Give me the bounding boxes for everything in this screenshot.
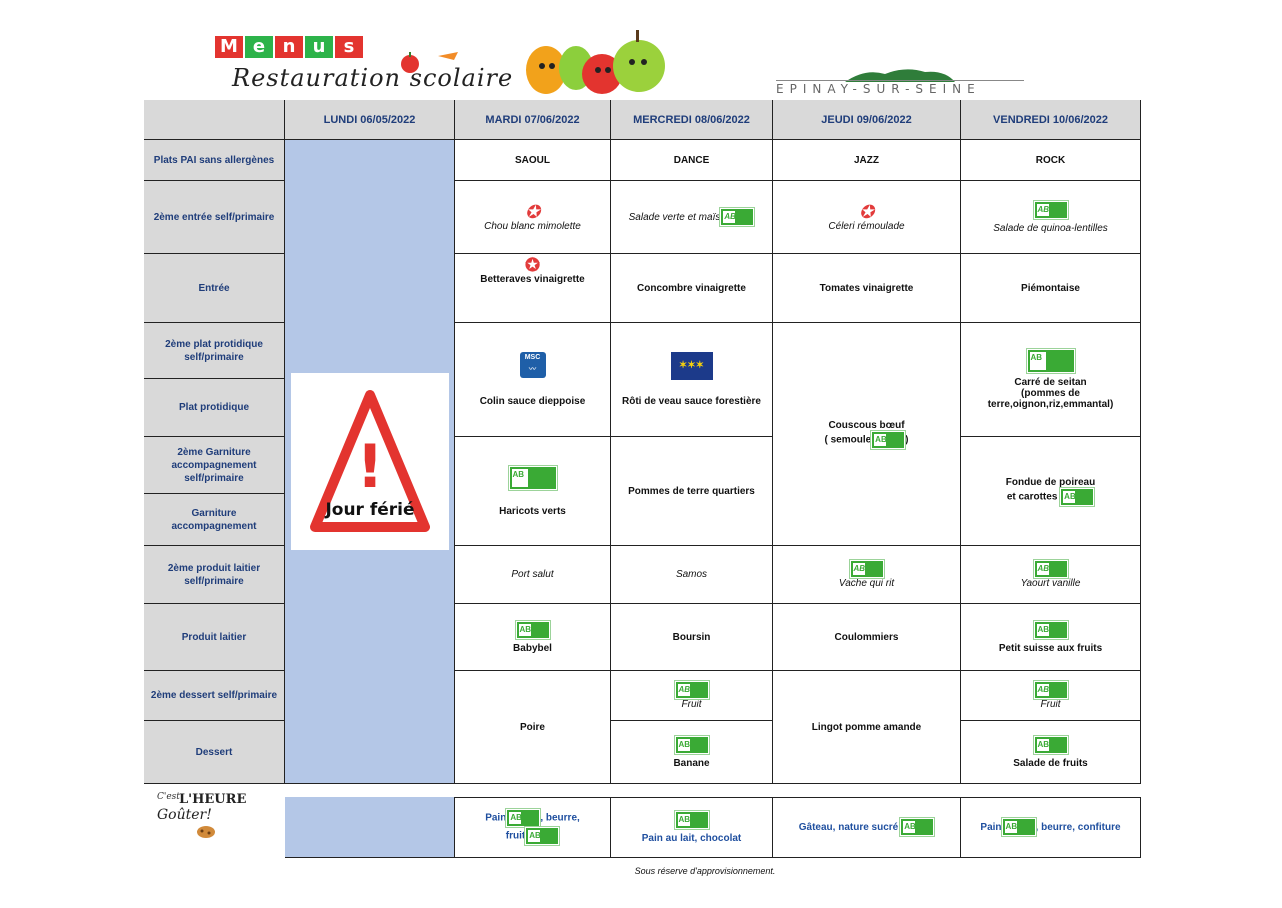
garniture-mercredi: Pommes de terre quartiers bbox=[611, 437, 773, 546]
snack-text: fruit bbox=[505, 830, 526, 842]
entree-vendredi: Piémontaise bbox=[961, 254, 1141, 323]
plat-mercredi bbox=[611, 323, 773, 437]
dish-name: Vache qui rit bbox=[838, 578, 895, 589]
organic-label-icon bbox=[1027, 349, 1075, 373]
dish-name: Couscous bœuf bbox=[828, 419, 905, 431]
row-label: 2ème entrée self/primaire bbox=[144, 181, 285, 254]
dessert2-mercredi bbox=[611, 671, 773, 721]
entree-jeudi: Tomates vinaigrette bbox=[773, 254, 961, 323]
gouter-mardi bbox=[455, 797, 611, 858]
dish-name: Fondue de poireau bbox=[1005, 476, 1096, 488]
dish-name-cont bbox=[1007, 488, 1094, 506]
col-header-jeudi: JEUDI 09/06/2022 bbox=[773, 100, 961, 140]
gouter-jeudi bbox=[773, 797, 961, 858]
logo-letter: s bbox=[335, 36, 363, 58]
gouter-vendredi bbox=[961, 797, 1141, 858]
star-label-icon: ✪ bbox=[524, 255, 541, 275]
pai-vendredi: ROCK bbox=[961, 140, 1141, 181]
entree2-vendredi bbox=[961, 181, 1141, 254]
snack-text: Pain bbox=[980, 821, 1002, 833]
dish-detail: terre,oignon,riz,emmantal) bbox=[987, 399, 1114, 410]
snack-text: , beurre, bbox=[540, 812, 580, 824]
organic-label-icon bbox=[675, 736, 709, 754]
dish-name: Fruit bbox=[681, 699, 702, 710]
col-header-vendredi: VENDREDI 10/06/2022 bbox=[961, 100, 1141, 140]
dish-name: Salade de fruits bbox=[1013, 757, 1088, 769]
eu-flag-icon: ✶✶✶ bbox=[671, 352, 713, 380]
dish-name-cont-text: et carottes bbox=[1006, 491, 1058, 503]
dish-name: Carré de seitan bbox=[1014, 377, 1087, 388]
dish-name: Salade verte et maïs bbox=[628, 211, 721, 223]
garniture-mardi bbox=[455, 437, 611, 546]
gouter-logo-top: C'est bbox=[157, 792, 180, 802]
holiday-label: Jour férié bbox=[324, 499, 415, 520]
organic-label-icon bbox=[871, 431, 905, 449]
dessert-mercredi bbox=[611, 721, 773, 784]
laitier-jeudi: Coulommiers bbox=[773, 604, 961, 671]
star-label-icon: ✪ bbox=[524, 201, 541, 222]
footer-note: Sous réserve d'approvisionnement. bbox=[634, 866, 776, 876]
organic-label-icon bbox=[675, 811, 709, 829]
dessert-vendredi bbox=[961, 721, 1141, 784]
dish-name: Chou blanc mimolette bbox=[484, 220, 581, 232]
dish-name: Petit suisse aux fruits bbox=[998, 642, 1103, 654]
organic-label-icon bbox=[1034, 736, 1068, 754]
row-label: Plats PAI sans allergènes bbox=[144, 140, 285, 181]
laitier2-jeudi bbox=[773, 546, 961, 604]
row-label: Plat protidique bbox=[144, 379, 285, 437]
gouter-lundi bbox=[285, 797, 455, 858]
snack-line bbox=[485, 809, 580, 827]
entree2-jeudi bbox=[773, 181, 961, 254]
entree-mercredi: Concombre vinaigrette bbox=[611, 254, 773, 323]
plat-vendredi bbox=[961, 323, 1141, 437]
pai-mercredi: DANCE bbox=[611, 140, 773, 181]
entree2-mercredi bbox=[611, 181, 773, 254]
warning-triangle-icon bbox=[310, 387, 430, 537]
row-label: 2ème produit laitier self/primaire bbox=[144, 546, 285, 604]
snack-text: Pain au lait, chocolat bbox=[641, 832, 742, 844]
gouter-logo-main: L'HEURE bbox=[179, 792, 247, 807]
dessert2-vendredi bbox=[961, 671, 1141, 721]
organic-label-icon bbox=[1034, 560, 1068, 578]
organic-label-icon bbox=[1060, 488, 1094, 506]
town-name: EPINAY-SUR-SEINE bbox=[776, 82, 981, 96]
logo-letter: u bbox=[305, 36, 333, 58]
organic-label-icon bbox=[850, 560, 884, 578]
snack-text: Pain bbox=[485, 812, 507, 824]
town-divider bbox=[776, 80, 1024, 81]
organic-label-icon bbox=[720, 208, 754, 226]
organic-label-icon bbox=[509, 466, 557, 490]
logo-letter: e bbox=[245, 36, 273, 58]
laitier-mercredi: Boursin bbox=[611, 604, 773, 671]
organic-label-icon bbox=[525, 827, 559, 845]
row-label: Garniture accompagnement bbox=[144, 494, 285, 546]
holiday-column bbox=[285, 140, 455, 784]
plat-mardi bbox=[455, 323, 611, 437]
logo-letter: M bbox=[215, 36, 243, 58]
plat-garniture-jeudi bbox=[773, 323, 961, 546]
dish-name: Banane bbox=[673, 757, 710, 769]
holiday-sign bbox=[291, 373, 449, 550]
organic-label-icon bbox=[1034, 681, 1068, 699]
logo-letter: n bbox=[275, 36, 303, 58]
dish-detail: (pommes de bbox=[1021, 388, 1080, 399]
row-label: 2ème Garniture accompagnement self/primaire bbox=[144, 437, 285, 494]
entree-mardi bbox=[455, 254, 611, 323]
organic-label-icon bbox=[900, 818, 934, 836]
row-label: 2ème plat protidique self/primaire bbox=[144, 323, 285, 379]
gouter-logo-sub: Goûter! bbox=[157, 807, 212, 823]
star-label-icon: ✪ bbox=[858, 201, 875, 222]
fruit-mascots-icon bbox=[524, 28, 669, 96]
snack-icon bbox=[196, 822, 216, 838]
pai-mardi: SAOUL bbox=[455, 140, 611, 181]
dish-name: Fruit bbox=[1040, 699, 1061, 710]
dish-side-text: ( semoule bbox=[824, 434, 872, 446]
garniture-vendredi bbox=[961, 437, 1141, 546]
dish-name: Babybel bbox=[513, 642, 552, 654]
subtitle: Restauration scolaire bbox=[232, 64, 514, 92]
dish-name: Haricots verts bbox=[499, 505, 566, 517]
snack-text: Gâteau, nature sucré bbox=[798, 821, 899, 833]
laitier2-vendredi bbox=[961, 546, 1141, 604]
organic-label-icon bbox=[1034, 621, 1068, 639]
laitier2-mercredi: Samos bbox=[611, 546, 773, 604]
organic-label-icon bbox=[506, 809, 540, 827]
corner-cell bbox=[144, 100, 285, 140]
snack-line bbox=[506, 827, 559, 845]
dish-name: Yaourt vanille bbox=[1020, 578, 1081, 589]
col-header-lundi: LUNDI 06/05/2022 bbox=[285, 100, 455, 140]
snack-text: , beurre, confiture bbox=[1035, 821, 1121, 833]
msc-label-icon: MSC 〰 bbox=[520, 352, 546, 378]
dessert-jeudi: Lingot pomme amande bbox=[773, 671, 961, 784]
col-header-mercredi: MERCREDI 08/06/2022 bbox=[611, 100, 773, 140]
row-label: Produit laitier bbox=[144, 604, 285, 671]
dish-name: Betteraves vinaigrette bbox=[480, 274, 585, 285]
menus-logo bbox=[215, 36, 365, 58]
dish-name: Rôti de veau sauce forestière bbox=[622, 396, 761, 407]
dish-name: Céleri rémoulade bbox=[828, 220, 905, 232]
dish-name: Colin sauce dieppoise bbox=[479, 396, 586, 407]
dessert-mardi: Poire bbox=[455, 671, 611, 784]
dish-side-close: ) bbox=[905, 434, 909, 446]
organic-label-icon bbox=[1034, 201, 1068, 219]
dish-side bbox=[824, 431, 908, 449]
gouter-mercredi bbox=[611, 797, 773, 858]
row-label: 2ème dessert self/primaire bbox=[144, 671, 285, 721]
laitier-vendredi bbox=[961, 604, 1141, 671]
laitier-mardi bbox=[455, 604, 611, 671]
organic-label-icon bbox=[675, 681, 709, 699]
row-label: Entrée bbox=[144, 254, 285, 323]
pai-jeudi: JAZZ bbox=[773, 140, 961, 181]
holiday-exclamation: ! bbox=[355, 431, 384, 502]
entree2-mardi bbox=[455, 181, 611, 254]
dish-name: Salade de quinoa-lentilles bbox=[993, 222, 1108, 234]
row-label: Dessert bbox=[144, 721, 285, 784]
organic-label-icon bbox=[1002, 818, 1036, 836]
laitier2-mardi: Port salut bbox=[455, 546, 611, 604]
organic-label-icon bbox=[516, 621, 550, 639]
col-header-mardi: MARDI 07/06/2022 bbox=[455, 100, 611, 140]
